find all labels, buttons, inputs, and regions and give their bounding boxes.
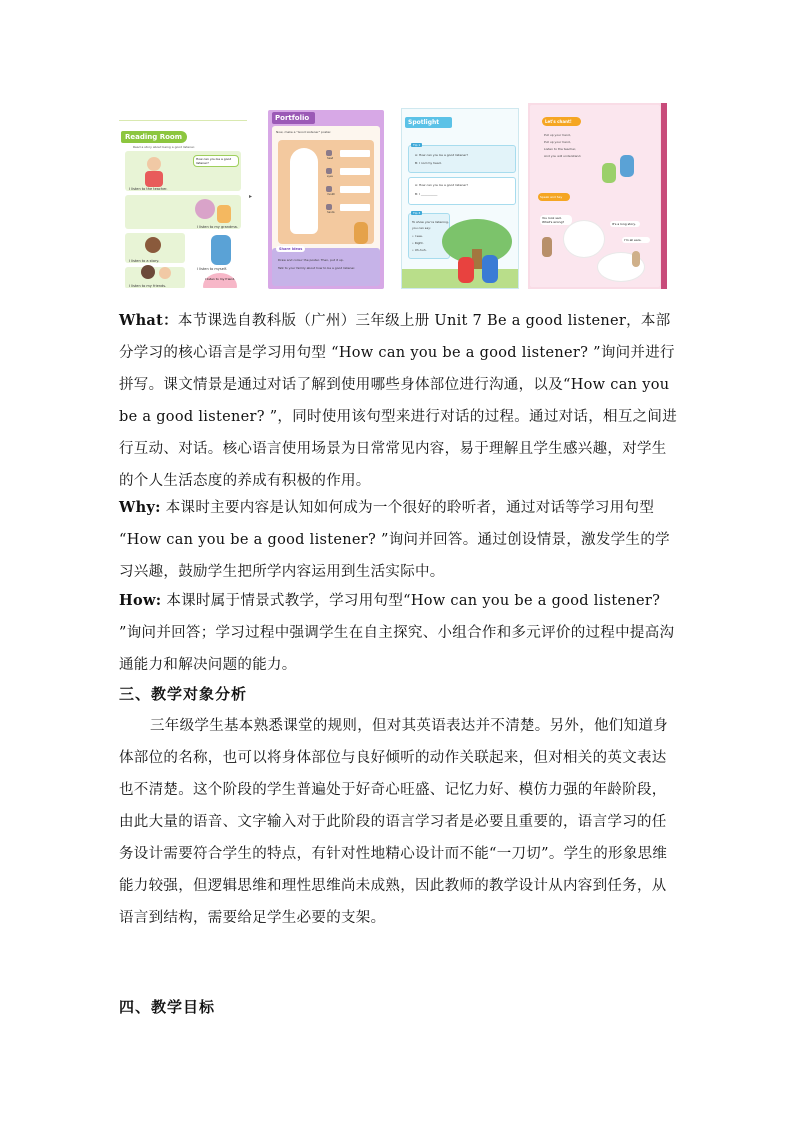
answer-box bbox=[340, 186, 370, 193]
how-text: 本课时属于情景式教学，学习用句型“How can you be a good listener? ”询问并回答；学习过程中强调学生在自主探究、小组合作和多元评价的过程中提高沟通能力和解决问题的能力。 bbox=[119, 593, 675, 673]
how-label: How: bbox=[119, 592, 162, 609]
answer-box bbox=[340, 168, 370, 175]
child-figure bbox=[482, 255, 498, 283]
child-figure bbox=[145, 171, 163, 187]
eyes-icon bbox=[326, 168, 332, 174]
page-edge bbox=[661, 103, 667, 289]
body-part-label: hands bbox=[326, 204, 370, 212]
mouth-icon bbox=[326, 186, 332, 192]
chant-line: Put up your hand, bbox=[544, 133, 571, 137]
grandma-figure bbox=[195, 199, 215, 219]
what-paragraph bbox=[119, 305, 679, 497]
chant-line: And you will understand. bbox=[544, 154, 582, 158]
child-figure bbox=[141, 265, 155, 279]
section-three-heading: 三、教学对象分析 bbox=[119, 685, 248, 703]
section-three-body: 三年级学生基本熟悉课堂的规则，但对其英语表达并不清楚。另外，他们知道身体部位的名称，也可以将身体部位与良好倾听的动作关联起来，但对相关的英文表达也不清楚。这个阶段的学生普遍处于好奇心旺盛、记忆力好、模仿力强的年龄阶段，由此大量的语音、文字输入对于此阶段的语言学习者是必要且重要的，语言学习的任务设计需要符合学生的特点，有针对性地精心设计而不能“一刀切”。学生的形象思维能力较强，但逻辑思维和理性思维尚未成熟，因此教师的教学设计从内容到任务，从语言到结构，需要给足学生必要的支架。 bbox=[119, 718, 668, 926]
story-caption: I listen to the teacher. bbox=[129, 187, 168, 191]
child-figure bbox=[620, 155, 634, 177]
textbook-thumbnails bbox=[119, 103, 667, 295]
body-part-label: eyes bbox=[326, 168, 370, 176]
speech-bubble: How can you be a good listener? bbox=[193, 155, 239, 167]
section-four-heading: 四、教学目标 bbox=[119, 998, 216, 1016]
tip-box: Tip 1 A: How can you be a good listener? B: I nod my head. bbox=[408, 145, 516, 173]
thumbnail-lets-chant bbox=[528, 103, 667, 289]
chant-line: Put up your hand, bbox=[544, 140, 571, 144]
speech-bubble: You look sad. What's wrong? bbox=[540, 215, 572, 225]
what-label: What： bbox=[119, 312, 178, 329]
chant-line: Listen to the teacher, bbox=[544, 147, 577, 151]
story-caption: I listen to a story. bbox=[129, 259, 160, 263]
child-figure bbox=[211, 235, 231, 265]
idea-item: Talk to your family about how to be a good listener. bbox=[278, 266, 356, 270]
why-paragraph bbox=[119, 492, 679, 588]
story-caption: I listen to my friends. bbox=[129, 284, 167, 288]
rabbit-icon bbox=[542, 237, 552, 257]
reading-room-instruction: Read a story about being a good listener. bbox=[133, 145, 195, 149]
reading-room-banner: Reading Room bbox=[121, 131, 187, 143]
arrow-icon: ▸ bbox=[249, 193, 253, 200]
portfolio-instruction: Now, make a "Good Listener" poster. bbox=[276, 130, 332, 134]
thumbnail-reading-room bbox=[119, 120, 247, 288]
thumbnail-portfolio bbox=[268, 110, 384, 289]
polar-bear-icon bbox=[564, 221, 604, 257]
why-label: Why: bbox=[119, 499, 161, 516]
head-icon bbox=[326, 150, 332, 156]
idea-item: Draw and colour the poster. Then, put it up. bbox=[278, 258, 344, 262]
portfolio-banner: Portfolio bbox=[272, 112, 315, 124]
body-outline-icon bbox=[290, 148, 318, 234]
child-figure bbox=[354, 222, 368, 244]
child-figure bbox=[217, 205, 231, 223]
lets-chant-banner: Let's chant! bbox=[542, 117, 581, 126]
answer-box bbox=[340, 150, 370, 157]
child-figure bbox=[159, 267, 171, 279]
speech-bubble: I'm all ears. bbox=[622, 237, 650, 243]
story-caption: I listen to my grandma. bbox=[197, 225, 238, 229]
hands-icon bbox=[326, 204, 332, 210]
thumbnail-spotlight bbox=[401, 108, 519, 289]
child-figure bbox=[458, 257, 474, 283]
heart-note: I listen to my friend. bbox=[203, 273, 237, 288]
speak-say-banner: Speak and Say bbox=[538, 193, 570, 201]
speech-bubble: It's a long story. bbox=[610, 221, 640, 227]
body-part-label: mouth bbox=[326, 186, 370, 194]
child-figure bbox=[602, 163, 616, 183]
story-caption: I listen to myself. bbox=[197, 267, 227, 271]
spotlight-banner: Spotlight bbox=[405, 117, 452, 128]
child-figure bbox=[145, 237, 161, 253]
tip-box: Tip 3 To show you're listening, you can say: • I see. • Right. • Uh-huh. bbox=[408, 213, 450, 259]
answer-box bbox=[340, 204, 370, 211]
tip-box: A: How can you be a good listener? B: I ___________ bbox=[408, 177, 516, 205]
body-part-label: head bbox=[326, 150, 370, 158]
share-ideas-title: Share Ideas bbox=[276, 246, 305, 252]
why-text: 本课时主要内容是认知如何成为一个很好的聆听者，通过对话等学习用句型 “How can you be a good listener? ”询问并回答。通过创设情景，激发学生的学习兴趣，鼓励学生把所学内容运用到生活实际中。 bbox=[119, 500, 670, 580]
how-paragraph bbox=[119, 585, 679, 681]
rabbit-icon bbox=[632, 251, 640, 267]
what-text: 本节课选自教科版（广州）三年级上册 Unit 7 Be a good listener，本部分学习的核心语言是学习用句型 “How can you be a good listener? ”询问并进行拼写。课文情景是通过对话了解到使用哪些身体部位进行沟通，以及“How can you be a good listener? ”，同时使用该句型来进行对话的过程。通过对话，相互之间进行互动、对话。核心语言使用场景为日常常见内容，易于理解且学生感兴趣，对学生的个人生活态度的养成有积极的作用。 bbox=[119, 313, 678, 489]
child-figure bbox=[147, 157, 161, 171]
